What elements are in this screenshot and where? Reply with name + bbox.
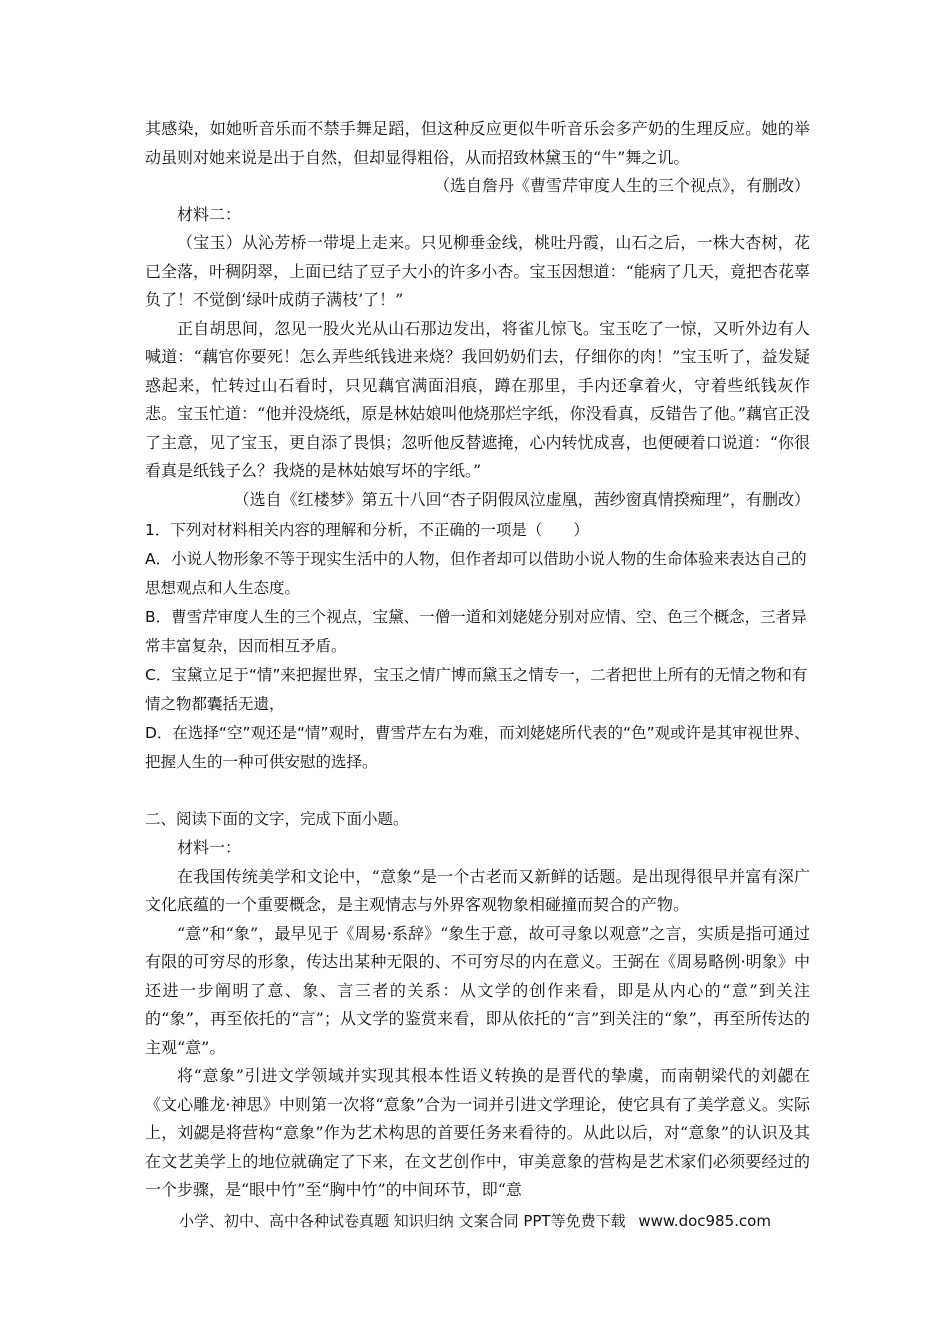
option-c: C．宝黛立足于“情”来把握世界，宝玉之情广博而黛玉之情专一，二者把世上所有的无情之物和有情之物都囊括无遗， bbox=[145, 666, 808, 713]
paragraph: “意”和“象”，最早见于《周易·系辞》“象生于意，故可寻象以观意”之言，实质是指可通过有限的可穷尽的形象，传达出某种无限的、不可穷尽的内在意义。王弼在《周易略例·明象》中还进一步阐明了意、象、言三者的关系：从文学的创作来看，即是从内心的“意”到关注的“象”，再至依托的“言”；从文学的鉴赏来看，即从依托的“言”到关注的“象”，再至所传达的主观“意”。 bbox=[145, 923, 810, 1057]
section-heading: 二、阅读下面的文字，完成下面小题。 bbox=[145, 810, 409, 828]
footer-text: 小学、初中、高中各种试卷真题 知识归纳 文案合同 PPT等免费下载 bbox=[179, 1212, 626, 1230]
paragraph: 正自胡思间，忽见一股火光从山石那边发出，将雀儿惊飞。宝玉吃了一惊，又听外边有人喊道：“藕官你要死！怎么弄些纸钱进来烧？我回奶奶们去，仔细你的肉！”宝玉听了，益发疑惑起来，忙转过山石看时，只见藕官满面泪痕，蹲在那里，手内还拿着火，守着些纸钱灰作悲。宝玉忙道：“他并没烧纸，原是林姑娘叫他烧那烂字纸，你没看真，反错告了他。”藕官正没了主意，见了宝玉，更自添了畏惧；忽听他反替遮掩，心内转忧成喜，也便硬着口说道：“你很看真是纸钱子么？我烧的是林姑娘写坏的字纸。” bbox=[145, 318, 810, 480]
question-stem: 1．下列对材料相关内容的理解和分析，不正确的一项是（ ） bbox=[145, 521, 589, 539]
paragraph: 将“意象”引进文学领域并实现其根本性语义转换的是晋代的挚虞，而南朝梁代的刘勰在《文心雕龙·神思》中则第一次将“意象”合为一词并引进文学理论，使它具有了美学意义。实际上，刘勰是将营构“意象”作为艺术构思的首要任务来看待的。从此以后，对“意象”的认识及其在文艺美学上的地位就确定了下来，在文艺创作中，审美意象的营构是艺术家们必须要经过的一个步骤，是“眼中竹”至“胸中竹”的中间环节，即“意 bbox=[145, 1066, 810, 1199]
paragraph: （宝玉）从沁芳桥一带堤上走来。只见柳垂金线，桃吐丹霞，山石之后，一株大杏树，花已全落，叶稠阴翠，上面已结了豆子大小的许多小杏。宝玉因想道：“能病了几天，竟把杏花辜负了！不觉倒‘绿叶成荫子满枝’了！” bbox=[145, 233, 810, 309]
source-citation: （选自《红楼梦》第五十八回“杏子阴假凤泣虚凰，茜纱窗真情揆痴理”，有删改） bbox=[233, 489, 810, 509]
document-body bbox=[145, 115, 810, 1205]
footer-site-link[interactable]: www.doc985.com bbox=[638, 1212, 771, 1230]
option-d: D．在选择“空”观还是“情”观时，曹雪芹左右为难，而刘姥姥所代表的“色”观或许是其审视世界、把握人生的一种可供安慰的选择。 bbox=[145, 724, 810, 771]
spacer bbox=[145, 777, 810, 805]
paragraph: 在我国传统美学和文论中，“意象”是一个古老而又新鲜的话题。是出现得很早并富有深广文化底蕴的一个重要概念，是主观情志与外界客观物象相碰撞而契合的产物。 bbox=[145, 866, 810, 914]
source-citation: （选自詹丹《曹雪芹审度人生的三个视点》，有删改） bbox=[433, 176, 810, 195]
option-b: B．曹雪芹审度人生的三个视点，宝黛、一僧一道和刘姥姥分别对应情、空、色三个概念，三者异常丰富复杂，因而相互矛盾。 bbox=[145, 608, 807, 655]
paragraph: 其感染，如她听音乐而不禁手舞足蹈，但这种反应更似牛听音乐会多产奶的生理反应。她的举动虽则对她来说是出于自然，但却显得粗俗，从而招致林黛玉的“牛”舞之讥。 bbox=[145, 119, 810, 167]
material-label: 材料二： bbox=[177, 204, 242, 224]
footer bbox=[0, 1210, 950, 1231]
material-label: 材料一： bbox=[177, 838, 242, 857]
option-a: A．小说人物形象不等于现实生活中的人物，但作者却可以借助小说人物的生命体验来表达自己的思想观点和人生态度。 bbox=[145, 550, 807, 597]
